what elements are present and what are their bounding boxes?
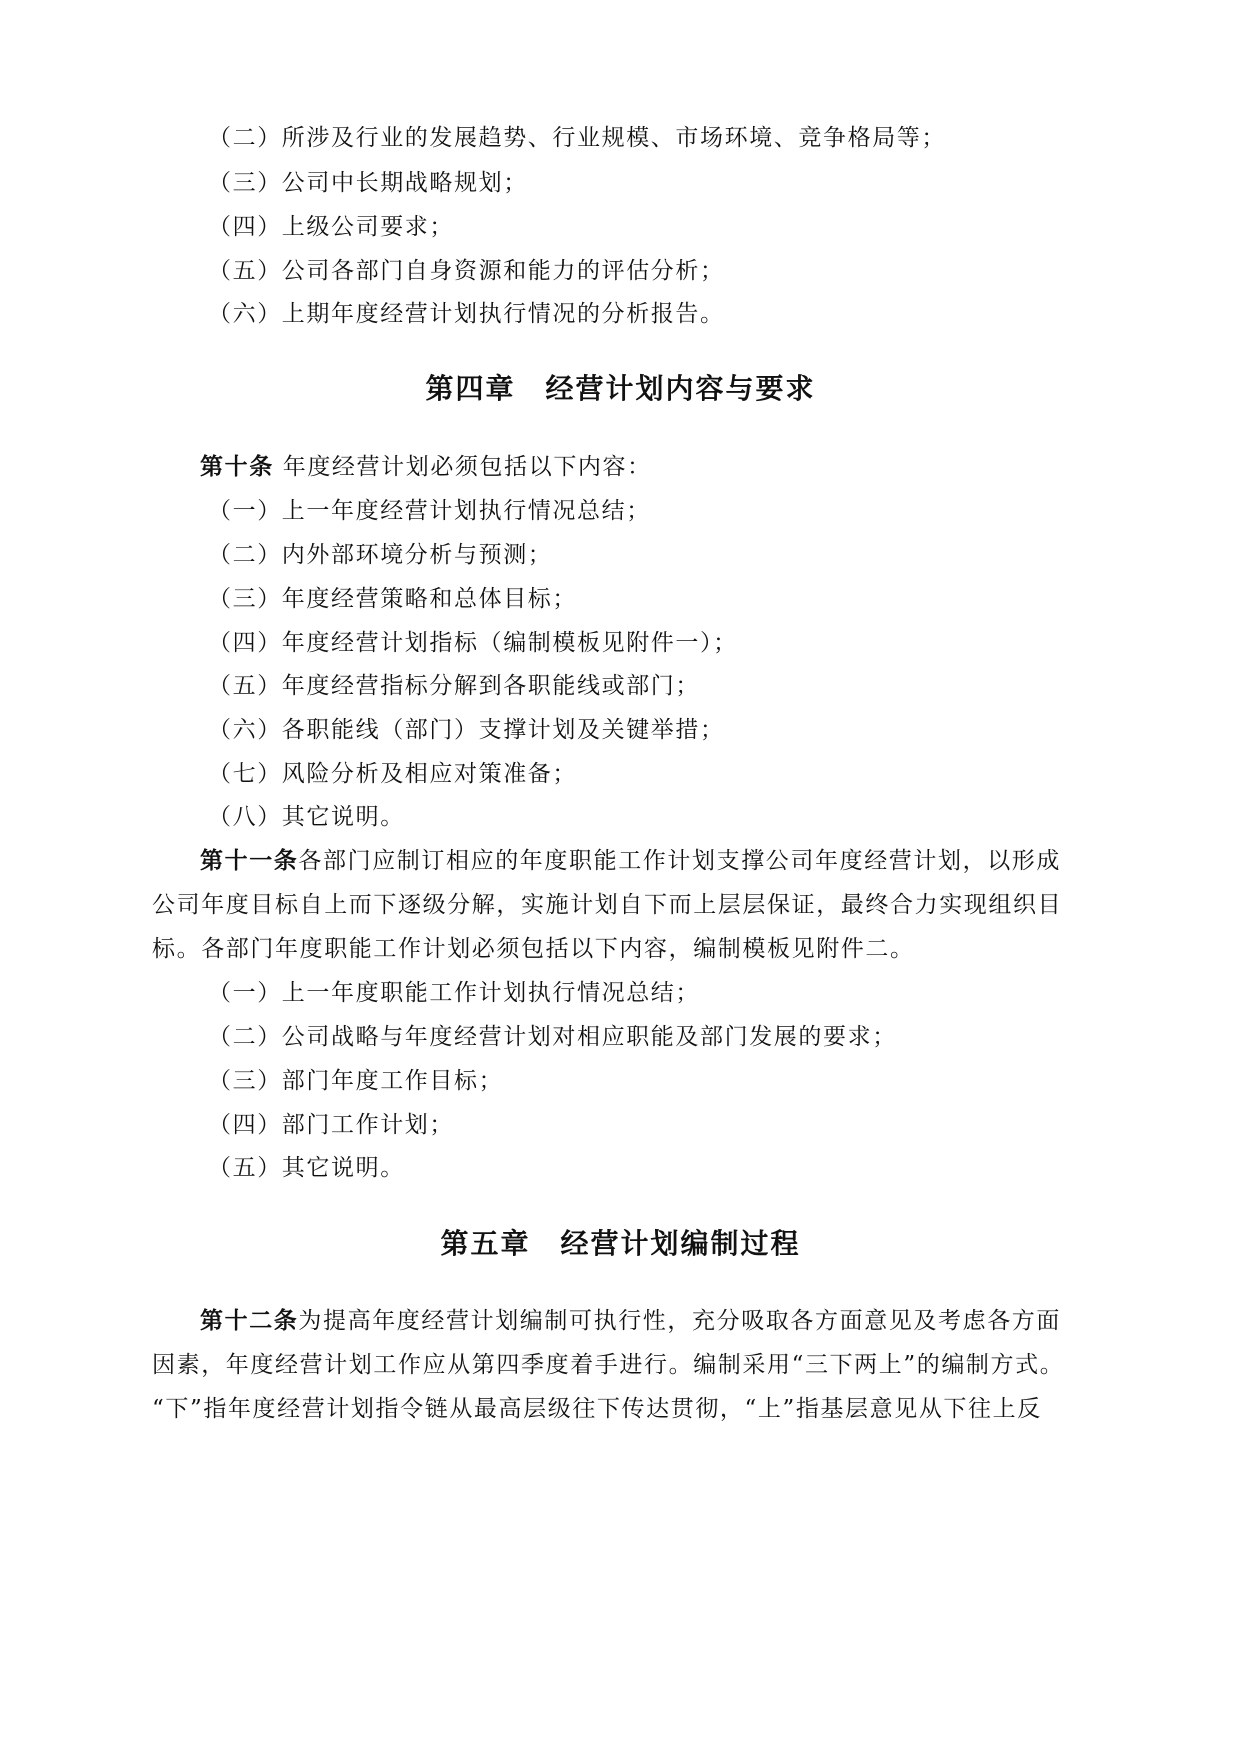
intro-item-6: （六）上期年度经营计划执行情况的分析报告。	[208, 301, 725, 327]
article-10-item-2: （二）内外部环境分析与预测；	[208, 542, 553, 568]
article-10-label: 第十条	[200, 453, 274, 480]
intro-item-2: （二）所涉及行业的发展趋势、行业规模、市场环境、竞争格局等；	[208, 125, 946, 151]
article-10-item-3: （三）年度经营策略和总体目标；	[208, 586, 577, 612]
article-12-line-3: “下”指年度经营计划指令链从最高层级往下传达贯彻，“上”指基层意见从下往上反	[152, 1396, 1042, 1422]
article-10-text: 年度经营计划必须包括以下内容：	[273, 454, 652, 480]
intro-item-5: （五）公司各部门自身资源和能力的评估分析；	[208, 258, 725, 284]
article-10-item-8: （八）其它说明。	[208, 804, 405, 830]
article-10-item-4: （四）年度经营计划指标（编制模板见附件一）；	[208, 630, 738, 656]
article-11-label: 第十一条	[200, 847, 299, 874]
article-10-item-1: （一）上一年度经营计划执行情况总结；	[208, 498, 651, 524]
article-11-item-3: （三）部门年度工作目标；	[208, 1068, 504, 1094]
article-11-line-2: 公司年度目标自上而下逐级分解，实施计划自下而上层层保证，最终合力实现组织目	[152, 892, 1063, 918]
article-11-item-5: （五）其它说明。	[208, 1155, 405, 1181]
article-10-item-7: （七）风险分析及相应对策准备；	[208, 761, 577, 787]
intro-item-4: （四）上级公司要求；	[208, 214, 454, 240]
article-12-line-1	[200, 1306, 1061, 1336]
article-11-line-1	[200, 846, 1061, 876]
intro-item-3: （三）公司中长期战略规划；	[208, 170, 528, 196]
article-10-item-6: （六）各职能线（部门）支撑计划及关键举措；	[208, 717, 725, 743]
article-11-item-4: （四）部门工作计划；	[208, 1112, 454, 1138]
chapter-4-title: 第四章 经营计划内容与要求	[425, 372, 816, 405]
article-10-item-5: （五）年度经营指标分解到各职能线或部门；	[208, 673, 700, 699]
article-11-item-1: （一）上一年度职能工作计划执行情况总结；	[208, 980, 700, 1006]
article-11-text-1: 各部门应制订相应的年度职能工作计划支撑公司年度经营计划，以形成	[298, 848, 1062, 874]
article-12-line-2: 因素，年度经营计划工作应从第四季度着手进行。编制采用“三下两上”的编制方式。	[152, 1352, 1065, 1378]
chapter-5-title: 第五章 经营计划编制过程	[440, 1227, 801, 1260]
article-10-intro	[200, 452, 652, 482]
article-11-item-2: （二）公司战略与年度经营计划对相应职能及部门发展的要求；	[208, 1024, 897, 1050]
article-12-text-1: 为提高年度经营计划编制可执行性，充分吸取各方面意见及考虑各方面	[298, 1308, 1062, 1334]
article-11-line-3: 标。各部门年度职能工作计划必须包括以下内容，编制模板见附件二。	[152, 936, 915, 962]
article-12-label: 第十二条	[200, 1307, 299, 1334]
